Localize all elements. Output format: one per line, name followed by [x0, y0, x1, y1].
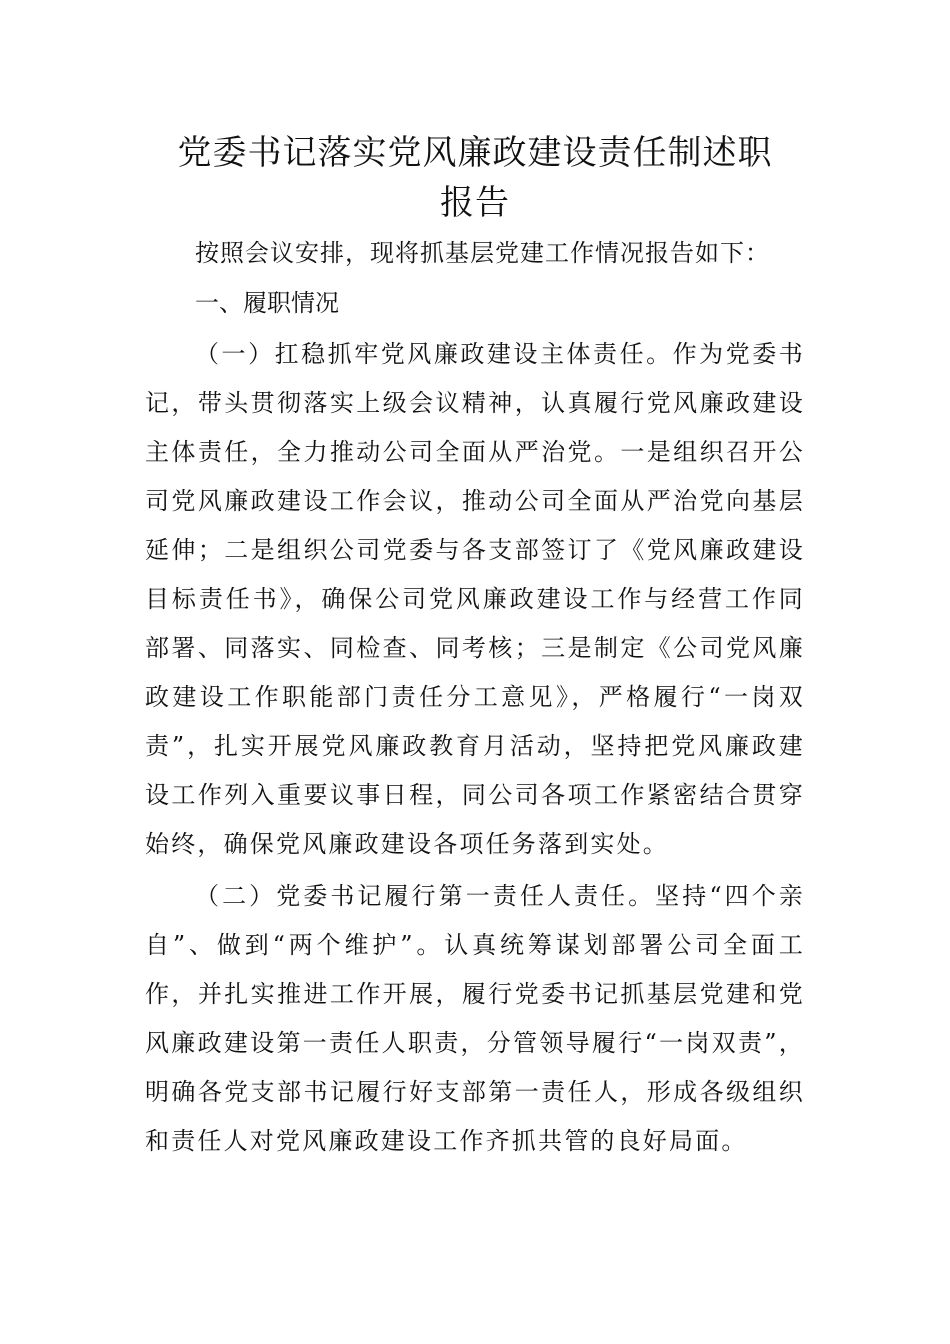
document-title-line-1: 党委书记落实党风廉政建设责任制述职 [177, 133, 773, 173]
paragraph-first-responsible-person: （二）党委书记履行第一责任人责任。坚持“四个亲自”、做到“两个维护”。认真统筹谋划部署公司全面工作，并扎实推进工作开展，履行党委书记抓基层党建和党风廉政建设第一责任人职责，分管领导履行“一岗双责”，明确各党支部书记履行好支部第一责任人，形成各级组织和责任人对党风廉政建设工作齐抓共管的良好局面。 [145, 882, 805, 1155]
section-heading-duty-performance: 一、履职情况 [195, 289, 339, 317]
intro-paragraph: 按照会议安排，现将抓基层党建工作情况报告如下： [195, 239, 770, 267]
paragraph-main-responsibility: （一）扛稳抓牢党风廉政建设主体责任。作为党委书记，带头贯彻落实上级会议精神，认真履行党风廉政建设主体责任，全力推动公司全面从严治党。一是组织召开公司党风廉政建设工作会议，推动公司全面从严治党向基层延伸；二是组织公司党委与各支部签订了《党风廉政建设目标责任书》，确保公司党风廉政建设工作与经营工作同部署、同落实、同检查、同考核；三是制定《公司党风廉政建设工作职能部门责任分工意见》，严格履行“一岗双责”，扎实开展党风廉政教育月活动，坚持把党风廉政建设工作列入重要议事日程，同公司各项工作紧密结合贯穿始终，确保党风廉政建设各项任务落到实处。 [145, 340, 805, 858]
document-title-line-2: 报告 [440, 183, 510, 223]
